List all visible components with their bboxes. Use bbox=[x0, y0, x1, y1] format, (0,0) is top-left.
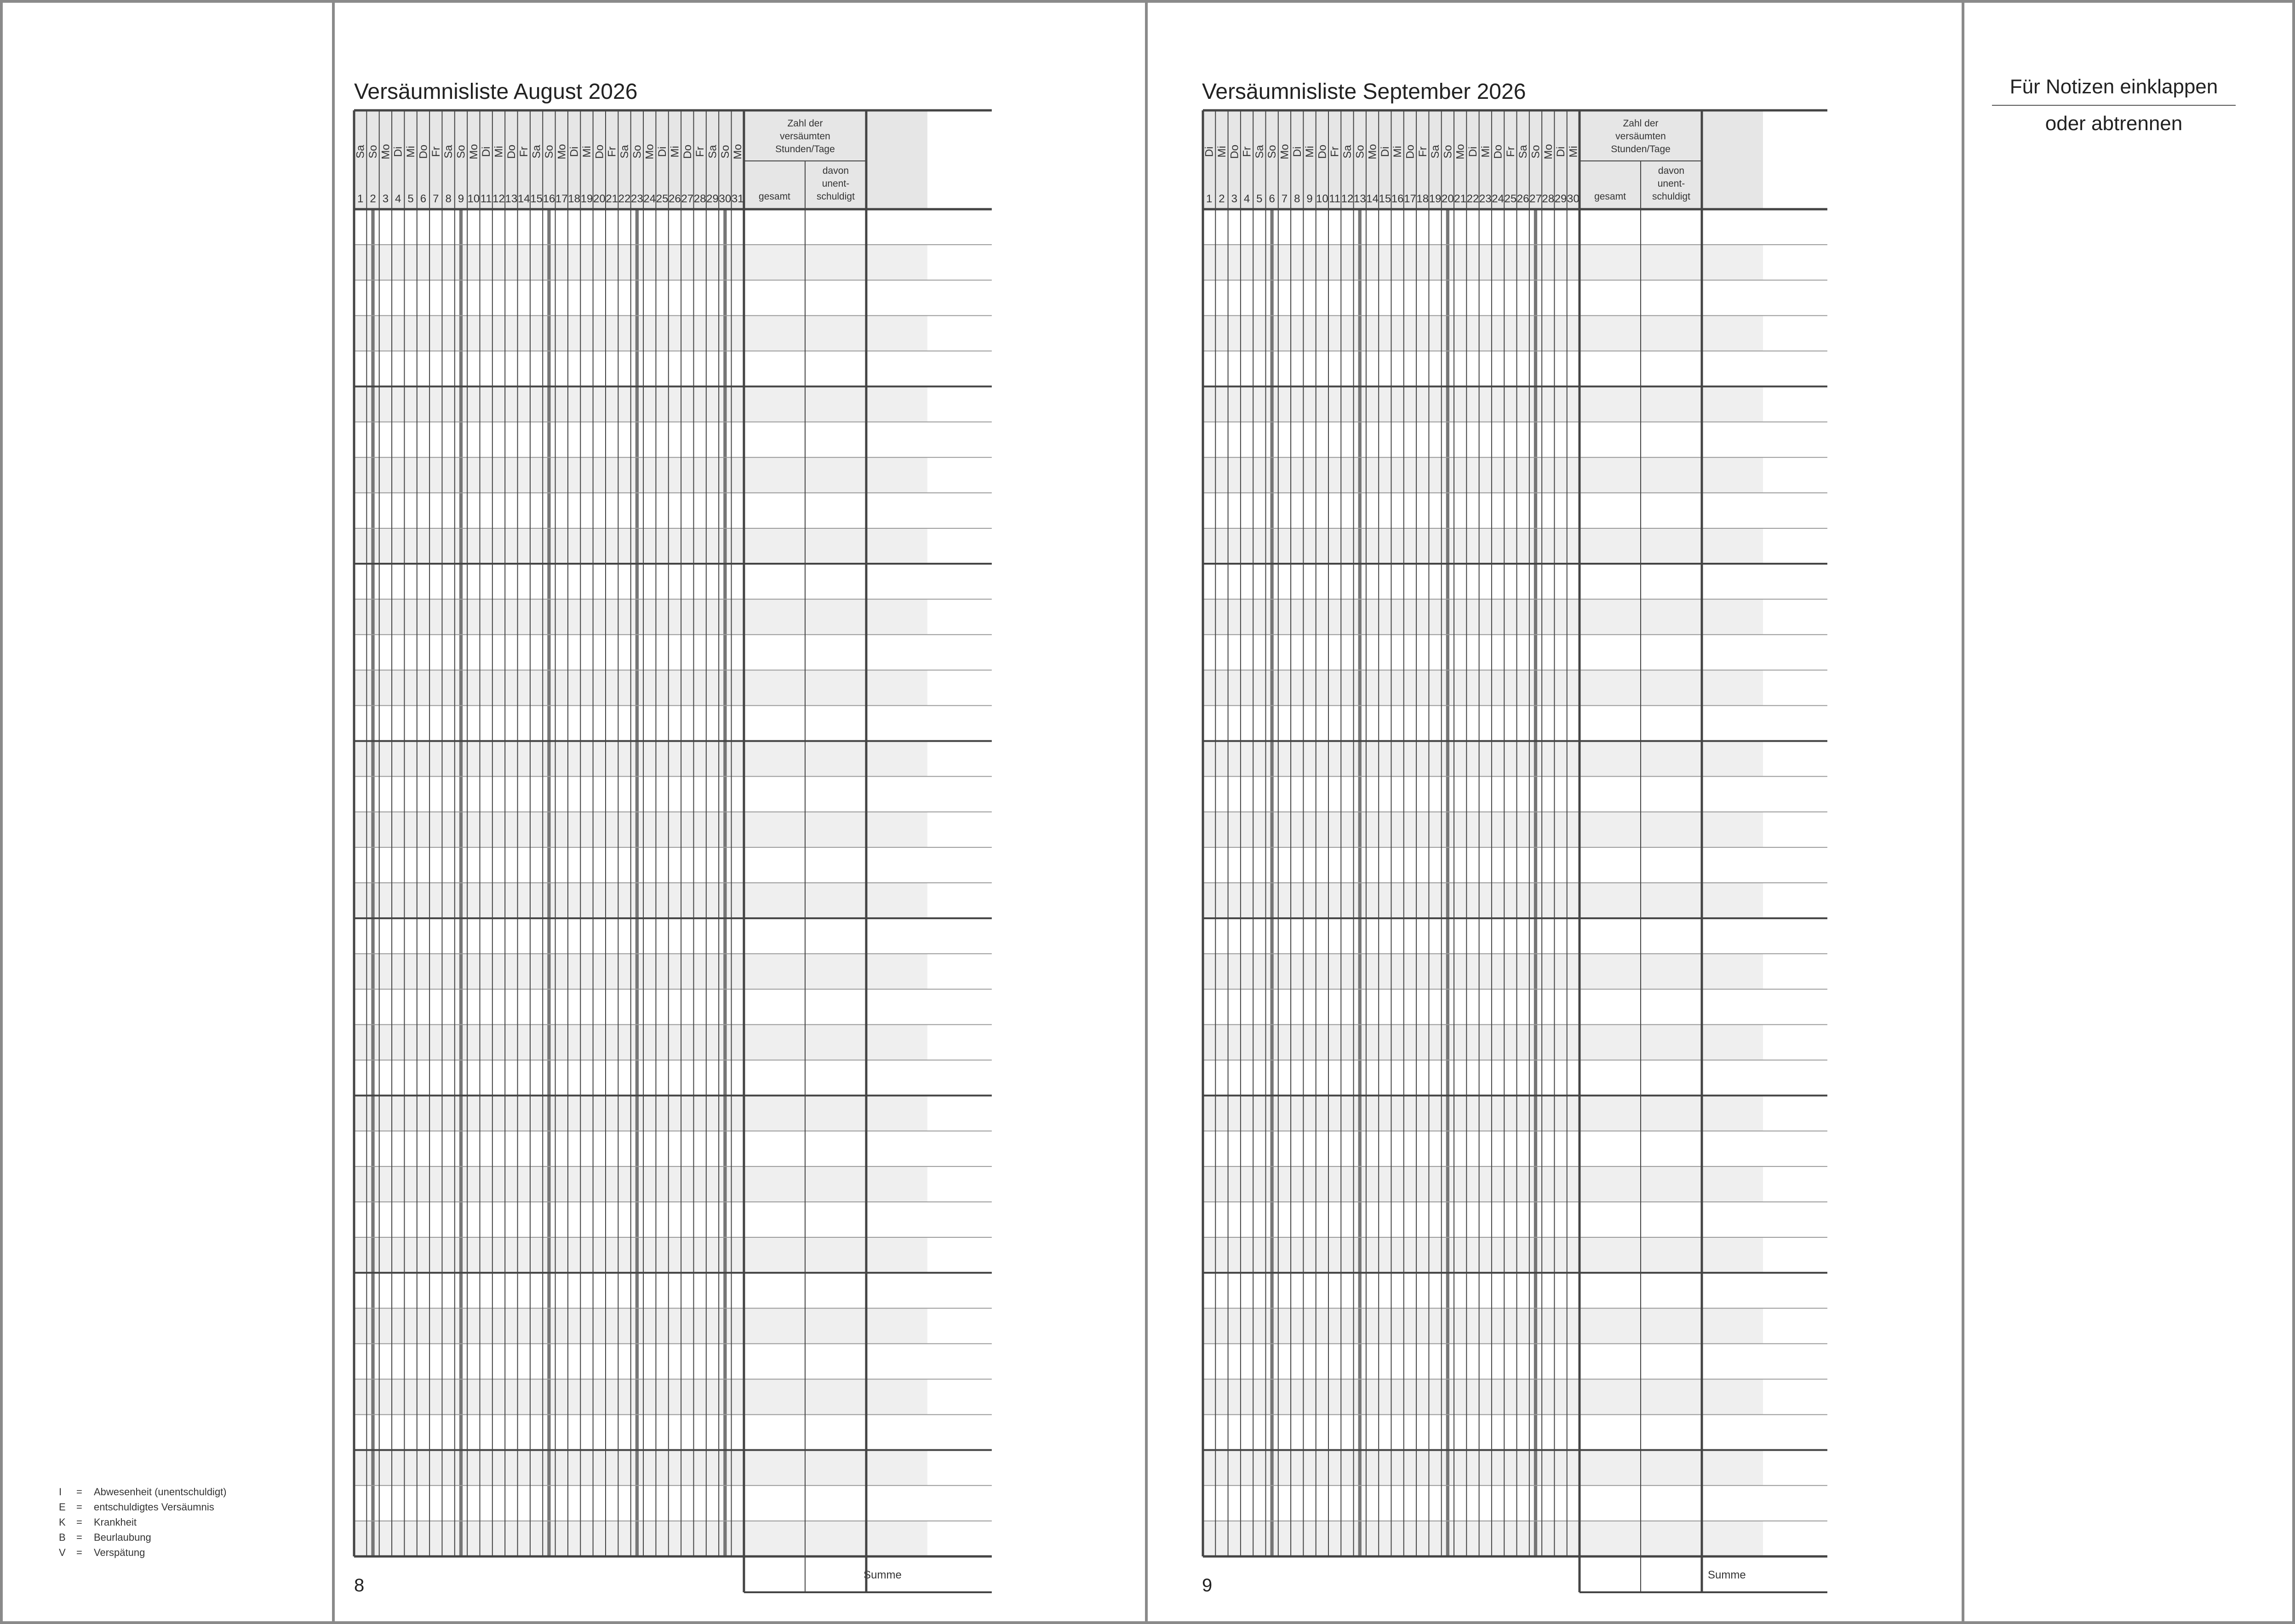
table-row bbox=[1203, 315, 1763, 351]
table-row bbox=[1203, 954, 1763, 989]
weekday-label: Mi bbox=[405, 146, 418, 158]
summary-header-line: Zahl der bbox=[1623, 118, 1659, 129]
summary-header-line: Zahl der bbox=[787, 118, 823, 129]
legend-text: Beurlaubung bbox=[94, 1532, 151, 1543]
davon-header: schuldigt bbox=[816, 191, 855, 202]
davon-header: schuldigt bbox=[1652, 191, 1690, 202]
weekday-label: Mo bbox=[732, 144, 744, 160]
weekday-label: Sa bbox=[706, 145, 719, 159]
left-summe-label: Summe bbox=[864, 1569, 902, 1581]
legend-equals: = bbox=[76, 1486, 82, 1498]
day-number-label: 2 bbox=[1219, 193, 1225, 205]
summary-header-line: Stunden/Tage bbox=[775, 144, 835, 154]
weekday-label: So bbox=[1354, 145, 1367, 159]
legend-text: Verspätung bbox=[94, 1547, 145, 1558]
day-number-label: 29 bbox=[1554, 193, 1567, 205]
day-number-label: 26 bbox=[1517, 193, 1529, 205]
day-number-label: 31 bbox=[731, 193, 744, 205]
day-number-label: 23 bbox=[1479, 193, 1492, 205]
weekday-label: Sa bbox=[1429, 145, 1442, 159]
legend-code: V bbox=[59, 1547, 66, 1558]
weekday-label: Sa bbox=[1253, 145, 1266, 159]
legend-equals: = bbox=[76, 1532, 82, 1543]
summary-header-line: versäumten bbox=[1615, 131, 1666, 142]
day-number-label: 14 bbox=[517, 193, 530, 205]
weekday-label: Do bbox=[505, 144, 518, 159]
weekday-label: Do bbox=[1316, 144, 1329, 159]
day-number-label: 5 bbox=[407, 193, 414, 205]
day-number-label: 24 bbox=[643, 193, 656, 205]
day-number-label: 4 bbox=[1243, 193, 1250, 205]
day-number-label: 28 bbox=[1542, 193, 1555, 205]
weekday-label: Di bbox=[568, 146, 581, 157]
day-number-label: 9 bbox=[1306, 193, 1313, 205]
table-row bbox=[1203, 670, 1763, 705]
day-number-label: 1 bbox=[357, 193, 364, 205]
day-number-label: 30 bbox=[719, 193, 732, 205]
weekday-label: Sa bbox=[1517, 145, 1530, 159]
day-number-label: 1 bbox=[1206, 193, 1213, 205]
weekday-label: Mi bbox=[1567, 146, 1580, 158]
day-number-label: 18 bbox=[1416, 193, 1429, 205]
day-number-label: 9 bbox=[458, 193, 464, 205]
davon-header: unent- bbox=[1657, 178, 1685, 189]
day-number-label: 27 bbox=[1529, 193, 1542, 205]
weekday-label: Sa bbox=[354, 145, 367, 159]
weekday-label: Di bbox=[392, 146, 405, 157]
day-number-label: 27 bbox=[681, 193, 694, 205]
table-row bbox=[1203, 528, 1763, 564]
notes-line-2: oder abtrennen bbox=[2045, 112, 2183, 135]
table-row bbox=[1203, 599, 1763, 635]
day-number-label: 20 bbox=[593, 193, 606, 205]
davon-header: davon bbox=[822, 166, 849, 176]
legend-text: Abwesenheit (unentschuldigt) bbox=[94, 1486, 227, 1498]
legend-text: entschuldigtes Versäumnis bbox=[94, 1501, 214, 1513]
table-row bbox=[1203, 457, 1763, 493]
legend-text: Krankheit bbox=[94, 1516, 137, 1528]
table-row bbox=[1203, 1024, 1763, 1060]
weekday-label: Mi bbox=[1479, 146, 1492, 158]
gesamt-header: gesamt bbox=[1594, 191, 1626, 202]
day-number-label: 22 bbox=[1466, 193, 1479, 205]
weekday-label: Sa bbox=[530, 145, 543, 159]
weekday-label: Fr bbox=[1328, 146, 1341, 157]
day-number-label: 12 bbox=[1341, 193, 1354, 205]
notes-line-1: Für Notizen einklappen bbox=[1992, 75, 2236, 106]
weekday-label: So bbox=[367, 145, 380, 159]
davon-header: unent- bbox=[822, 178, 850, 189]
table-row bbox=[1203, 1450, 1763, 1486]
right-summe-label: Summe bbox=[1708, 1569, 1746, 1581]
day-number-label: 21 bbox=[1454, 193, 1467, 205]
weekday-label: Sa bbox=[1341, 145, 1354, 159]
day-number-label: 15 bbox=[530, 193, 543, 205]
day-number-label: 25 bbox=[1504, 193, 1517, 205]
day-number-label: 10 bbox=[467, 193, 480, 205]
davon-header: davon bbox=[1658, 166, 1685, 176]
day-number-label: 13 bbox=[1353, 193, 1366, 205]
day-number-label: 28 bbox=[693, 193, 706, 205]
day-number-label: 19 bbox=[580, 193, 593, 205]
weekday-label: Mo bbox=[467, 144, 480, 160]
weekday-label: Fr bbox=[694, 146, 707, 157]
legend-code: I bbox=[59, 1486, 62, 1498]
day-number-label: 12 bbox=[492, 193, 505, 205]
table-row bbox=[1203, 1237, 1763, 1273]
weekday-label: Fr bbox=[1416, 146, 1429, 157]
day-number-label: 7 bbox=[1281, 193, 1288, 205]
day-number-label: 6 bbox=[1269, 193, 1275, 205]
day-number-label: 17 bbox=[1404, 193, 1416, 205]
day-number-label: 6 bbox=[420, 193, 427, 205]
day-number-label: 16 bbox=[543, 193, 555, 205]
weekday-label: Sa bbox=[618, 145, 631, 159]
day-number-label: 8 bbox=[1294, 193, 1300, 205]
weekday-label: Di bbox=[480, 146, 493, 157]
left-page-number: 8 bbox=[354, 1575, 365, 1595]
table-row bbox=[1203, 883, 1763, 918]
summary-header-line: versäumten bbox=[779, 131, 830, 142]
legend-code: B bbox=[59, 1532, 66, 1543]
day-number-label: 2 bbox=[370, 193, 376, 205]
day-number-label: 15 bbox=[1379, 193, 1391, 205]
day-number-label: 14 bbox=[1366, 193, 1379, 205]
day-number-label: 11 bbox=[1329, 193, 1341, 205]
legend-equals: = bbox=[76, 1516, 82, 1528]
weekday-label: So bbox=[1266, 145, 1279, 159]
legend-equals: = bbox=[76, 1547, 82, 1558]
weekday-label: Di bbox=[1379, 146, 1391, 157]
legend-code: K bbox=[59, 1516, 66, 1528]
table-row bbox=[1203, 812, 1763, 847]
left-page-title: Versäumnisliste August 2026 bbox=[354, 80, 638, 104]
weekday-label: Sa bbox=[442, 145, 455, 159]
gesamt-header: gesamt bbox=[758, 191, 790, 202]
legend-equals: = bbox=[76, 1501, 82, 1513]
weekday-label: Di bbox=[1203, 146, 1216, 157]
weekday-label: Fr bbox=[606, 146, 618, 157]
weekday-label: Fr bbox=[1504, 146, 1517, 157]
day-number-label: 22 bbox=[618, 193, 631, 205]
right-page-number: 9 bbox=[1202, 1575, 1213, 1595]
day-number-label: 29 bbox=[706, 193, 719, 205]
weekday-label: So bbox=[455, 145, 468, 159]
weekday-label: Mo bbox=[379, 144, 392, 160]
table-row bbox=[1203, 1379, 1763, 1414]
weekday-label: So bbox=[1442, 145, 1454, 159]
table-row bbox=[1203, 1521, 1763, 1556]
day-number-label: 19 bbox=[1429, 193, 1442, 205]
day-number-label: 21 bbox=[606, 193, 618, 205]
summary-header-line: Stunden/Tage bbox=[1611, 144, 1671, 154]
weekday-label: So bbox=[631, 145, 644, 159]
day-number-label: 11 bbox=[480, 193, 492, 205]
weekday-label: So bbox=[1529, 145, 1542, 159]
day-number-label: 20 bbox=[1441, 193, 1454, 205]
weekday-label: Mo bbox=[1454, 144, 1467, 160]
day-number-label: 5 bbox=[1256, 193, 1263, 205]
weekday-label: Fr bbox=[518, 146, 531, 157]
weekday-label: Mo bbox=[1278, 144, 1291, 160]
weekday-label: Di bbox=[1291, 146, 1304, 157]
day-number-label: 25 bbox=[656, 193, 669, 205]
weekday-label: Do bbox=[593, 144, 606, 159]
day-number-label: 8 bbox=[445, 193, 452, 205]
weekday-label: Fr bbox=[1241, 146, 1253, 157]
day-number-label: 16 bbox=[1391, 193, 1404, 205]
weekday-label: Mo bbox=[643, 144, 656, 160]
day-number-label: 24 bbox=[1492, 193, 1504, 205]
weekday-label: Mi bbox=[580, 146, 593, 158]
weekday-label: Fr bbox=[429, 146, 442, 157]
table-row bbox=[1203, 1167, 1763, 1202]
day-number-label: 7 bbox=[433, 193, 439, 205]
weekday-label: Mi bbox=[492, 146, 505, 158]
day-number-label: 30 bbox=[1567, 193, 1580, 205]
day-number-label: 23 bbox=[631, 193, 643, 205]
table-row bbox=[1203, 1096, 1763, 1131]
day-number-label: 10 bbox=[1316, 193, 1328, 205]
day-number-label: 3 bbox=[382, 193, 389, 205]
table-row bbox=[1203, 741, 1763, 777]
weekday-label: Di bbox=[1555, 146, 1568, 157]
weekday-label: So bbox=[543, 145, 555, 159]
weekday-label: Mo bbox=[1366, 144, 1379, 160]
table-row bbox=[1203, 245, 1763, 280]
day-number-label: 4 bbox=[395, 193, 401, 205]
day-number-label: 13 bbox=[505, 193, 518, 205]
weekday-label: Do bbox=[1228, 144, 1241, 159]
day-number-label: 17 bbox=[555, 193, 568, 205]
day-number-label: 26 bbox=[669, 193, 681, 205]
weekday-label: Do bbox=[1492, 144, 1505, 159]
weekday-label: Mi bbox=[1304, 146, 1316, 158]
weekday-label: Di bbox=[656, 146, 669, 157]
weekday-label: Do bbox=[1404, 144, 1417, 159]
weekday-label: Mi bbox=[669, 146, 681, 158]
day-number-label: 18 bbox=[568, 193, 580, 205]
weekday-label: Mi bbox=[1215, 146, 1228, 158]
weekday-label: So bbox=[719, 145, 732, 159]
weekday-label: Do bbox=[681, 144, 694, 159]
day-number-label: 3 bbox=[1231, 193, 1237, 205]
weekday-label: Mo bbox=[1542, 144, 1555, 160]
table-row bbox=[1203, 387, 1763, 422]
weekday-label: Mo bbox=[555, 144, 568, 160]
legend-code: E bbox=[59, 1501, 66, 1513]
weekday-label: Do bbox=[417, 144, 430, 159]
table-row bbox=[1203, 1308, 1763, 1344]
weekday-label: Di bbox=[1466, 146, 1479, 157]
weekday-label: Mi bbox=[1391, 146, 1404, 158]
right-page-title: Versäumnisliste September 2026 bbox=[1202, 80, 1526, 104]
